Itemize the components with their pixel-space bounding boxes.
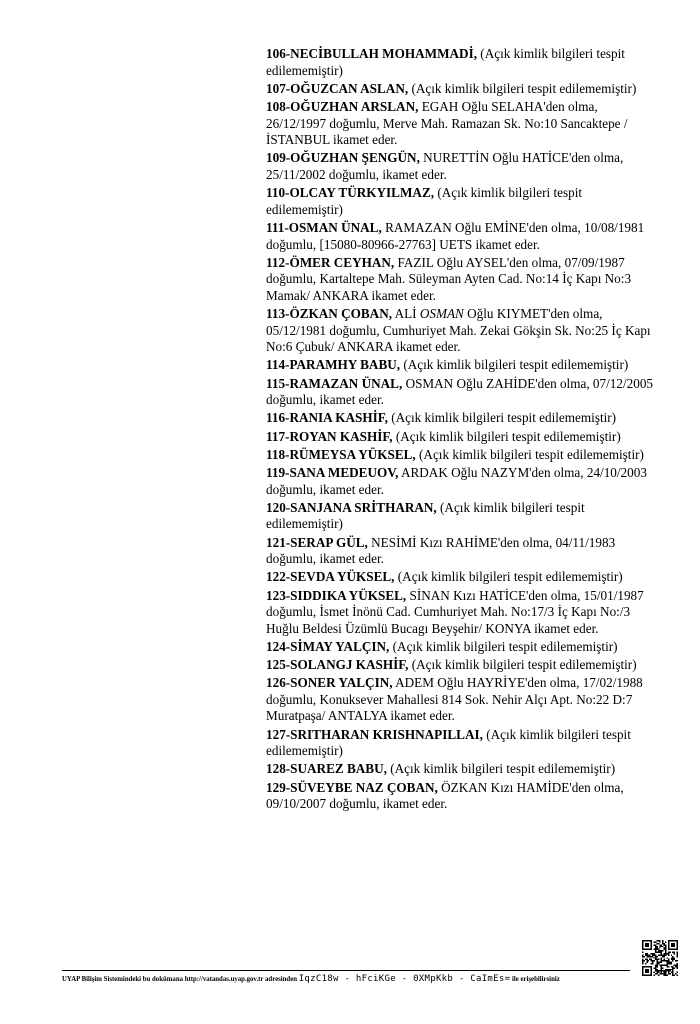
list-item — [266, 588, 658, 638]
person-name: 117-ROYAN KASHİF, — [266, 428, 393, 444]
defendant-list — [266, 46, 658, 814]
list-item — [266, 81, 658, 98]
list-item — [266, 761, 658, 778]
list-item — [266, 255, 658, 305]
person-details: (Açık kimlik bilgileri tespit edilememiştir) — [408, 657, 637, 673]
person-details: SİNAN Kızı HATİCE'den olma, 15/01/1987 doğumlu, İsmet İnönü Cad. Cumhuriyet Mah. No:17/3 İç Kapı No:/3 Huğlu Beldesi Üzümlü Bucagı Beyşehir/ KONYA ikamet eder. — [266, 587, 644, 636]
list-item — [266, 569, 658, 586]
person-name: 121-SERAP GÜL, — [266, 534, 368, 550]
person-name: 106-NECİBULLAH MOHAMMADİ, — [266, 46, 477, 61]
person-details-italic: OSMAN — [419, 306, 464, 322]
person-name: 109-OĞUZHAN ŞENGÜN, — [266, 150, 420, 166]
footer-verification — [62, 973, 642, 986]
person-name: 127-SRITHARAN KRISHNAPILLAI, — [266, 726, 483, 742]
list-item — [266, 500, 658, 533]
person-details: (Açık kimlik bilgileri tespit edilememiştir) — [266, 499, 585, 532]
list-item — [266, 657, 658, 674]
person-details: OSMAN Oğlu ZAHİDE'den olma, 07/12/2005 doğumlu, ikamet eder. — [266, 375, 654, 408]
verification-code: IqzC18w - hFciKGe - 0XMpKkb - CaImEs= — [298, 974, 511, 984]
person-details: NURETTİN Oğlu HATİCE'den olma, 25/11/2002 doğumlu, ikamet eder. — [266, 150, 624, 182]
person-details: (Açık kimlik bilgileri tespit edilememiştir) — [386, 761, 616, 777]
list-item — [266, 410, 658, 427]
person-name: 111-OSMAN ÜNAL, — [266, 219, 382, 235]
list-item — [266, 447, 658, 464]
footer-suffix: ile erişebilirsiniz — [512, 976, 560, 983]
person-details: (Açık kimlik bilgileri tespit edilememiştir) — [266, 46, 625, 78]
person-details: (Açık kimlik bilgileri tespit edilememiştir) — [408, 80, 637, 96]
list-item — [266, 376, 658, 409]
footer-divider — [62, 970, 630, 971]
person-details: (Açık kimlik bilgileri tespit edilememiştir) — [394, 569, 623, 585]
person-name: 122-SEVDA YÜKSEL, — [266, 569, 395, 585]
person-name: 110-OLCAY TÜRKYILMAZ, — [266, 185, 435, 201]
person-details: (Açık kimlik bilgileri tespit edilememiştir) — [266, 185, 583, 217]
person-details: ADEM Oğlu HAYRİYE'den olma, 17/02/1988 doğumlu, Konuksever Mahallesi 814 Sok. Nehir Alçı Apt. No:22 D:7 Muratpaşa/ ANTALYA ikamet eder. — [266, 675, 643, 724]
list-item — [266, 306, 658, 356]
list-item — [266, 185, 658, 218]
person-name: 107-OĞUZCAN ASLAN, — [266, 80, 409, 96]
person-name: 112-ÖMER CEYHAN, — [266, 254, 395, 270]
footer-prefix: UYAP Bilişim Sistemindeki bu dokümana http://vatandas.uyap.gov.tr adresinden — [62, 976, 297, 983]
list-item — [266, 535, 658, 568]
person-name: 120-SANJANA SRİTHARAN, — [266, 499, 437, 515]
person-details: (Açık kimlik bilgileri tespit edilememiştir) — [400, 357, 629, 373]
list-item — [266, 220, 658, 253]
list-item — [266, 727, 658, 760]
person-details: RAMAZAN Oğlu EMİNE'den olma, 10/08/1981 doğumlu, [15080-80966-27763] UETS ikamet eder. — [266, 219, 645, 252]
person-name: 108-OĞUZHAN ARSLAN, — [266, 98, 419, 114]
qr-code-icon — [642, 940, 678, 976]
person-details: ÖZKAN Kızı HAMİDE'den olma, 09/10/2007 doğumlu, ikamet eder. — [266, 779, 624, 812]
person-details: (Açık kimlik bilgileri tespit edilememiştir) — [387, 410, 617, 426]
person-name: 114-PARAMHY BABU, — [266, 357, 401, 373]
person-name: 113-ÖZKAN ÇOBAN, — [266, 306, 393, 322]
list-item — [266, 639, 658, 656]
person-details: ALİ — [392, 306, 420, 322]
person-name: 119-SANA MEDEUOV, — [266, 464, 399, 480]
list-item — [266, 357, 658, 374]
person-details: (Açık kimlik bilgileri tespit edilememiştir) — [415, 446, 644, 462]
list-item — [266, 429, 658, 446]
person-details: (Açık kimlik bilgileri tespit edilememiştir) — [389, 638, 618, 654]
person-name: 115-RAMAZAN ÜNAL, — [266, 375, 403, 391]
person-details: NESİMİ Kızı RAHİME'den olma, 04/11/1983 doğumlu, ikamet eder. — [266, 534, 616, 567]
person-name: 125-SOLANGJ KASHİF, — [266, 657, 409, 673]
person-name: 123-SIDDIKA YÜKSEL, — [266, 587, 407, 603]
person-name: 128-SUAREZ BABU, — [266, 761, 387, 777]
list-item — [266, 465, 658, 498]
person-details: FAZIL Oğlu AYSEL'den olma, 07/09/1987 doğumlu, Kartaltepe Mah. Süleyman Ayten Cad. No:14 İç Kapı No:3 Mamak/ ANKARA ikamet eder. — [266, 254, 632, 303]
person-name: 116-RANIA KASHİF, — [266, 410, 388, 426]
person-details: ARDAK Oğlu NAZYM'den olma, 24/10/2003 doğumlu, ikamet eder. — [266, 464, 647, 497]
list-item — [266, 99, 658, 149]
person-name: 129-SÜVEYBE NAZ ÇOBAN, — [266, 779, 438, 795]
person-name: 126-SONER YALÇIN, — [266, 675, 393, 691]
person-details: EGAH Oğlu SELAHA'den olma, 26/12/1997 doğumlu, Merve Mah. Ramazan Sk. No:10 Sancaktepe / İSTANBUL ikamet eder. — [266, 98, 628, 148]
list-item — [266, 780, 658, 813]
person-name: 124-SİMAY YALÇIN, — [266, 638, 390, 654]
person-details: (Açık kimlik bilgileri tespit edilememiştir) — [266, 726, 631, 759]
person-name: 118-RÜMEYSA YÜKSEL, — [266, 446, 416, 462]
person-details: (Açık kimlik bilgileri tespit edilememiştir) — [392, 428, 621, 444]
list-item — [266, 150, 658, 183]
list-item — [266, 675, 658, 725]
person-details-rest: Oğlu KIYMET'den olma, 05/12/1981 doğumlu, Cumhuriyet Mah. Zekai Gökşin Sk. No:25 İç Kapı No:6 Çubuk/ ANKARA ikamet eder. — [266, 306, 651, 355]
list-item — [266, 46, 658, 79]
